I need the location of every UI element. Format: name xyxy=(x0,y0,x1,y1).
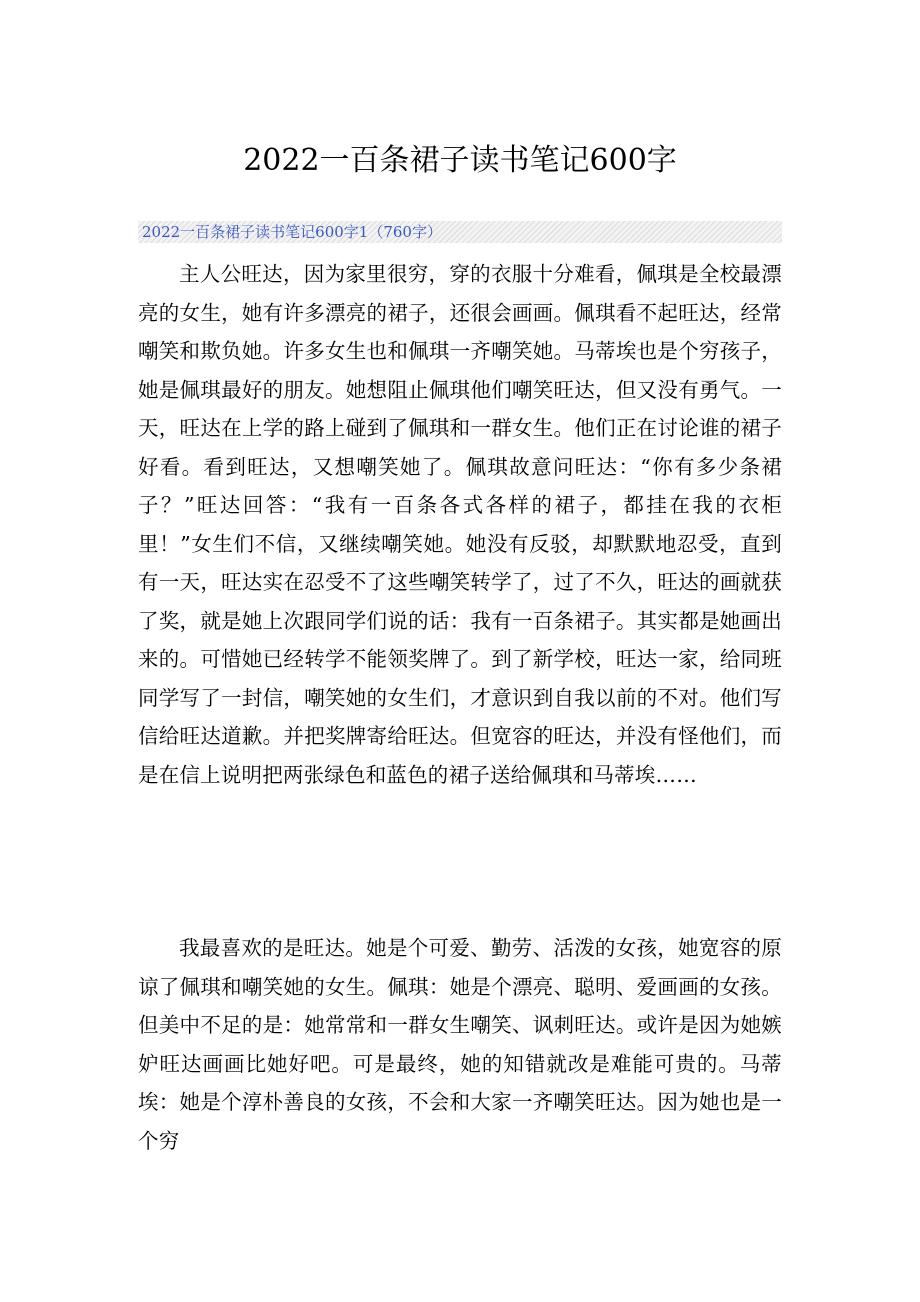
section-heading: 2022一百条裙子读书笔记600字1（760字） xyxy=(138,221,782,243)
body-paragraph: 主人公旺达，因为家里很穷，穿的衣服十分难看，佩琪是全校最漂亮的女生，她有许多漂亮的裙子，还很会画画。佩琪看不起旺达，经常嘲笑和欺负她。许多女生也和佩琪一齐嘲笑她。马蒂埃也是个穷孩子，她是佩琪最好的朋友。她想阻止佩琪他们嘲笑旺达，但又没有勇气。一天，旺达在上学的路上碰到了佩琪和一群女生。他们正在讨论谁的裙子好看。看到旺达，又想嘲笑她了。佩琪故意问旺达：“你有多少条裙子？”旺达回答：“我有一百条各式各样的裙子，都挂在我的衣柜里！”女生们不信，又继续嘲笑她。她没有反驳，却默默地忍受，直到有一天，旺达实在忍受不了这些嘲笑转学了，过了不久，旺达的画就获了奖，就是她上次跟同学们说的话：我有一百条裙子。其实都是她画出来的。可惜她已经转学不能领奖牌了。到了新学校，旺达一家，给同班同学写了一封信，嘲笑她的女生们，才意识到自我以前的不对。他们写信给旺达道歉。并把奖牌寄给旺达。但宽容的旺达，并没有怪他们，而是在信上说明把两张绿色和蓝色的裙子送给佩琪和马蒂埃…… xyxy=(138,262,782,787)
document-title: 2022一百条裙子读书笔记600字 xyxy=(243,143,677,178)
body-paragraph: 我最喜欢的是旺达。她是个可爱、勤劳、活泼的女孩，她宽容的原谅了佩琪和嘲笑她的女生。佩琪：她是个漂亮、聪明、爱画画的女孩。但美中不足的是：她常常和一群女生嘲笑、讽刺旺达。或许是因为她嫉妒旺达画画比她好吧。可是最终，她的知错就改是难能可贵的。马蒂埃：她是个淳朴善良的女孩，不会和大家一齐嘲笑旺达。因为她也是一个穷 xyxy=(138,936,782,1153)
